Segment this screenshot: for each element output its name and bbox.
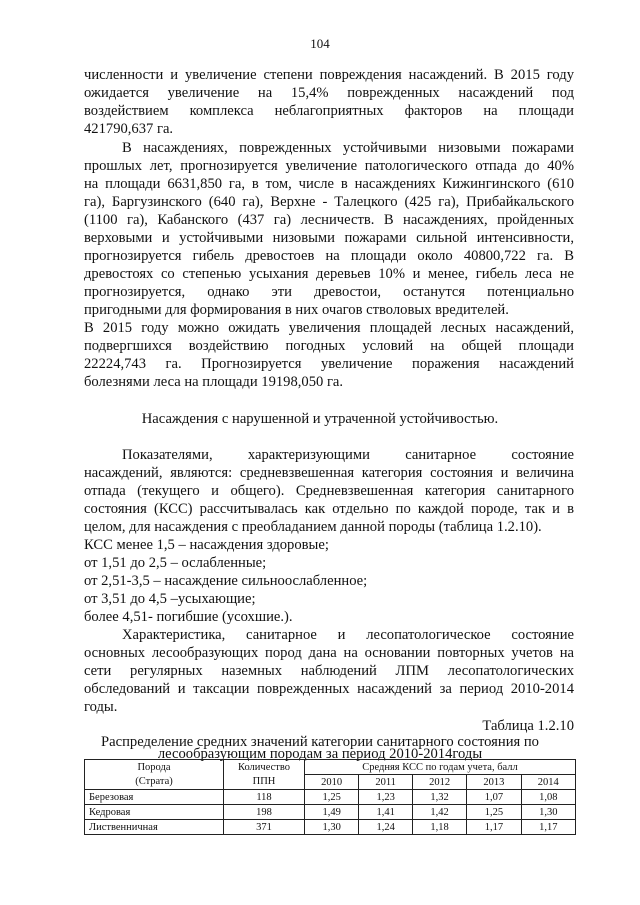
table-row [85,820,576,835]
text-line: целом, для насаждения с преобладанием данной породы (таблица 1.2.10). [84,519,542,535]
list-item: КСС менее 1,5 – насаждения здоровые; [84,537,329,553]
header-year: 2013 [467,775,521,790]
text-line: годы. [84,699,118,715]
row-value: 1,30 [521,805,575,820]
row-value: 1,30 [305,820,359,835]
text-line: насаждений, являются: средневзвешенная категория состояния и величина [84,465,574,481]
row-value: 1,24 [359,820,413,835]
row-count: 198 [224,805,305,820]
text-line: подвергшихся воздействию погодных условий на общей площади [84,338,574,354]
row-value: 1,17 [521,820,575,835]
list-item: от 2,51-3,5 – насаждение сильноослабленное; [84,573,368,589]
text-line: состояния (КСС) рассчитывалась как отдельно по каждой породе, так и в [84,501,574,517]
row-value: 1,25 [467,805,521,820]
table-header-row [85,775,576,790]
header-kss: Средняя КСС по годам учета, балл [305,760,576,775]
row-value: 1,23 [359,790,413,805]
text-line: древостоях со степенью усыхания деревьев 10% и менее, гибель леса не [84,266,574,282]
row-count: 371 [224,820,305,835]
text-line: 421790,637 га. [84,121,174,137]
row-value: 1,07 [467,790,521,805]
text-line: прогнозируется гибель древостоев на площади около 40800,722 га. В [84,248,574,264]
header-year: 2011 [359,775,413,790]
text-line: обследований и таксации поврежденных насаждений за период 2010-2014 [84,681,574,697]
text-line: основных лесообразующих пород дана на основании повторных учетов на [84,645,574,661]
row-count: 118 [224,790,305,805]
row-name: Кедровая [85,805,224,820]
header-year: 2012 [412,775,466,790]
text-line: ожидается увеличение на 15,4% поврежденных насаждений под [84,85,574,101]
row-name: Березовая [85,790,224,805]
table-row [85,790,576,805]
text-line: болезнями леса на площади 19198,050 га. [84,374,344,390]
text-line: прогнозируется, однако эти древостои, останутся потенциально [84,284,574,300]
list-item: от 3,51 до 4,5 –усыхающие; [84,591,256,607]
header-count-sub: ППН [224,775,305,790]
text-line: Характеристика, санитарное и лесопатологическое состояние [122,627,574,643]
table-caption: Распределение средних значений категории санитарного состояния по [101,734,539,750]
text-line: численности и увеличение степени повреждения насаждений. В 2015 году [84,67,574,83]
table-label: Таблица 1.2.10 [482,718,574,734]
header-year: 2010 [305,775,359,790]
text-line: 22224,743 га. Прогнозируется увеличение поражения насаждений [84,356,574,372]
row-value: 1,42 [412,805,466,820]
row-value: 1,32 [412,790,466,805]
row-value: 1,08 [521,790,575,805]
header-count: Количество [224,760,305,775]
text-line: пригодными для формирования в них очагов стволовых вредителей. [84,302,509,318]
kss-table [84,759,576,835]
list-item: более 4,51- погибшие (усохшие.). [84,609,293,625]
table-row [85,805,576,820]
text-line: на площади 6631,850 га, в том, числе в насаждениях Кижингинского (610 [84,176,574,192]
row-value: 1,41 [359,805,413,820]
text-line: сети регулярных наземных наблюдений ЛПМ лесопатологических [84,663,574,679]
text-line: (1100 га), Кабанского (437 га) лесничеств. В насаждениях, пройденных [84,212,574,228]
section-heading: Насаждения с нарушенной и утраченной устойчивостью. [141,411,499,427]
text-line: В насаждениях, поврежденных устойчивыми низовыми пожарами [122,140,574,156]
table-header-row [85,760,576,775]
list-item: от 1,51 до 2,5 – ослабленные; [84,555,267,571]
page-number: 104 [310,36,330,51]
text-line: верховыми и устойчивыми низовыми пожарами сильной интенсивности, [84,230,574,246]
text-line: Показателями, характеризующими санитарное состояние [122,447,574,463]
text-line: прошлых лет, прогнозируется увеличение патологического отпада до 40% [84,158,574,174]
text-line: воздействием комплекса неблагоприятных факторов на площади [84,103,574,119]
table-caption: лесообразующим породам за период 2010-2014годы [157,746,483,762]
row-value: 1,17 [467,820,521,835]
text-line: В 2015 году можно ожидать увеличения площадей лесных насаждений, [84,320,574,336]
row-value: 1,25 [305,790,359,805]
row-value: 1,18 [412,820,466,835]
row-name: Лиственничная [85,820,224,835]
row-value: 1,49 [305,805,359,820]
header-year: 2014 [521,775,575,790]
header-breed: Порода [85,760,224,775]
text-line: отпада (текущего и общего). Средневзвешенная категория санитарного [84,483,574,499]
header-breed-sub: (Страта) [85,775,224,790]
text-line: га), Баргузинского (640 га), Верхне - Талецкого (425 га), Прибайкальского [84,194,574,210]
